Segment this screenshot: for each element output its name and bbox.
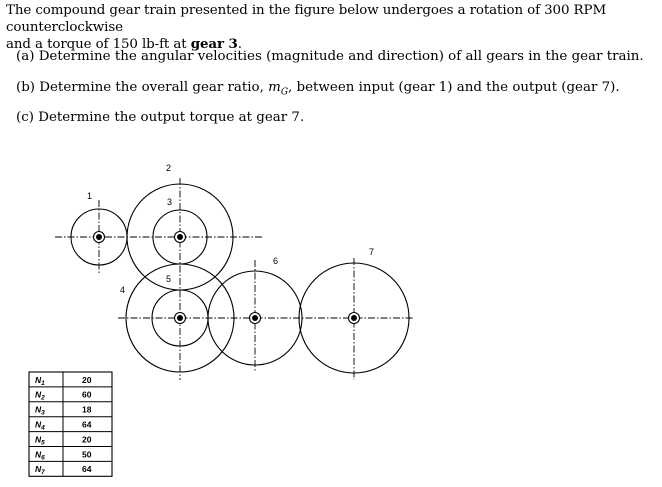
question-c: (c) Determine the output torque at gear 7.	[16, 110, 305, 125]
hub-gear-2	[175, 232, 186, 243]
label-gear-4: 4	[120, 285, 126, 295]
hub-gear-1	[94, 232, 105, 243]
table-row-value: 50	[82, 449, 92, 460]
tooth-count-table	[29, 372, 112, 476]
table-row-value: 20	[82, 434, 92, 445]
intro-line-1: The compound gear train presented in the figure below undergoes a rotation of 300 RPM counterclockwise	[6, 3, 607, 35]
question-b-text-end: , between input (gear 1) and the output (gear 7).	[288, 80, 620, 95]
table-row-value: 64	[82, 464, 92, 475]
question-b-text: (b) Determine the overall gear ratio,	[16, 80, 269, 95]
table-row-value: 64	[82, 419, 92, 430]
label-gear-1: 1	[87, 191, 93, 201]
table-row-label: $N_1$	[35, 374, 45, 387]
hub-gear-6	[250, 313, 261, 324]
table-row-value: 20	[82, 374, 92, 385]
label-gear-5: 5	[166, 274, 172, 284]
shaft-hubs	[94, 232, 360, 324]
hub-gear-4	[175, 313, 186, 324]
table-row-label: $N_2$	[35, 389, 45, 402]
gear-ratio-symbol: m	[268, 80, 281, 95]
gear-ratio-subscript: G	[280, 87, 289, 98]
intro-gear-bold: gear 3	[190, 36, 238, 52]
intro-line-2: and a torque of 150 lb-ft at	[6, 37, 191, 52]
table-row-label: $N_7$	[35, 464, 45, 477]
intro-end: .	[237, 37, 242, 52]
hub-gear-7	[349, 313, 360, 324]
table-row-label: $N_6$	[35, 449, 45, 462]
table-row-label: $N_3$	[35, 404, 45, 417]
label-gear-6: 6	[273, 256, 279, 266]
table-row-value: 60	[82, 389, 92, 400]
question-a: (a) Determine the angular velocities (magnitude and direction) of all gears in the gear train.	[16, 49, 644, 64]
label-gear-7: 7	[369, 247, 375, 257]
label-gear-3: 3	[167, 197, 173, 207]
table-row-label: $N_4$	[35, 419, 45, 432]
label-gear-2: 2	[166, 163, 172, 173]
table-row-value: 18	[82, 404, 92, 415]
table-row-label: $N_5$	[35, 434, 45, 447]
